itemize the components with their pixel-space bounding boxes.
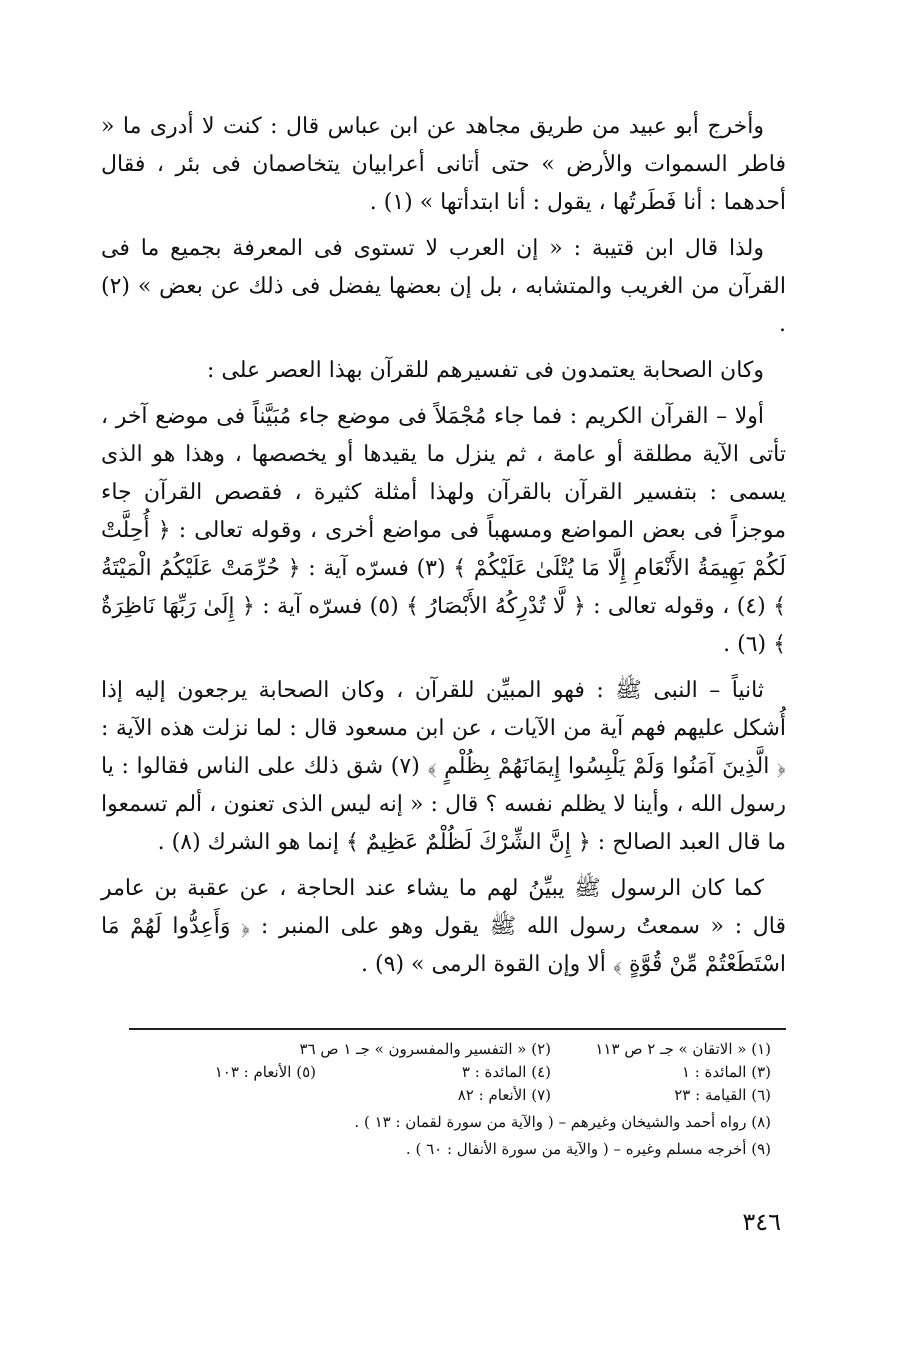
paragraph-text: ثانياً – النبى ﷺ : فهو المبيِّن للقرآن ، وكان الصحابة يرجعون إليه إذا أُشكل عليهم فهم آية من الآيات ، عن ابن مسعود قال : لما نزلت هذه الآية : ﴿ الَّذِينَ آمَنُوا وَلَمْ يَلْبِسُوا إِيمَانَهُمْ بِظُلْمٍ ﴾ (٧) شق ذلك على الناس فقالوا : يا رسول الله ، وأينا لا يظلم نفسه ؟ قال : « إنه ليس الذى تعنون ، ألم تسمعوا ما قال العبد الصالح : ﴿ إِنَّ الشِّرْكَ لَظُلْمٌ عَظِيمٌ ﴾ إنما هو الشرك (٨) . [101, 678, 786, 855]
footnote-7: (٧) الأنعام : ٨٢ [457, 1086, 551, 1104]
footnote-row [111, 1084, 771, 1107]
footnotes [111, 1038, 771, 1161]
footnote-row [111, 1038, 771, 1061]
footnote-divider [129, 1028, 786, 1030]
paragraph-first-quran [101, 398, 786, 664]
footnote-4: (٤) المائدة : ٣ [461, 1063, 551, 1081]
footnote-8: (٨) رواه أحمد والشيخان وغيرهم – ( والآية من سورة لقمان : ١٣ ) . [354, 1113, 771, 1131]
body-text [101, 108, 786, 992]
page-number: ٣٤٦ [742, 1208, 781, 1236]
paragraph-text: وأخرج أبو عبيد من طريق مجاهد عن ابن عباس قال : كنت لا أدرى ما « فاطر السموات والأرض » حتى أتانى أعرابيان يتخاصمان فى بئر ، فقال أحدهما : أنا فَطَرتُها ، يقول : أنا ابتدأتها » (١) . [101, 114, 786, 215]
paragraph-text: كما كان الرسول ﷺ يبيِّنُ لهم ما يشاء عند الحاجة ، عن عقبة بن عامر قال : « سمعتُ رسول الله ﷺ يقول وهو على المنبر : ﴿ وَأَعِدُّوا لَهُمْ مَا اسْتَطَعْتُمْ مِّنْ قُوَّةٍ ﴾ ألا وإن القوة الرمى » (٩) . [101, 876, 786, 977]
paragraph-text: ولذا قال ابن قتيبة : « إن العرب لا تستوى فى المعرفة بجميع ما فى القرآن من الغريب والمتشابه ، بل إن بعضها يفضل فى ذلك عن بعض » (٢) . [101, 236, 786, 337]
paragraph-second-prophet [101, 672, 786, 862]
paragraph-ibn-qutaiba [101, 230, 786, 344]
footnote-5: (٥) الأنعام : ١٠٣ [214, 1063, 316, 1081]
footnote-2: (٢) « التفسير والمفسرون » جـ ١ ص ٣٦ [299, 1040, 551, 1058]
paragraph-abu-ubaid [101, 108, 786, 222]
footnote-9: (٩) أخرجه مسلم وغيره – ( والآية من سورة الأنفال : ٦٠ ) . [405, 1140, 771, 1158]
footnote-row [111, 1061, 771, 1084]
footnote-1: (١) « الاتقان » جـ ٢ ص ١١٣ [595, 1040, 771, 1058]
paragraph-prophet-explains [101, 870, 786, 984]
footnote-6: (٦) القيامة : ٢٣ [674, 1086, 771, 1104]
footnote-3: (٣) المائدة : ١ [681, 1063, 771, 1081]
paragraph-companions-intro [101, 352, 786, 390]
paragraph-text: أولا – القرآن الكريم : فما جاء مُجْمَلاً فى موضع جاء مُبَيَّناً فى موضع آخر ، تأتى الآية مطلقة أو عامة ، ثم ينزل ما يقيدها أو يخصصها ، وهذا هو الذى يسمى : بتفسير القرآن بالقرآن ولهذا أمثلة كثيرة ، فقصص القرآن جاء موجزاً فى بعض المواضع ومسهباً فى مواضع أخرى ، وقوله تعالى : ﴿ أُحِلَّتْ لَكُمْ بَهِيمَةُ الأَنْعَامِ إِلَّا مَا يُتْلَىٰ عَلَيْكُمْ ﴾ (٣) فسرّه آية : ﴿ حُرِّمَتْ عَلَيْكُمُ الْمَيْتَةُ ﴾ (٤) ، وقوله تعالى : ﴿ لَّا تُدْرِكُهُ الأَبْصَارُ ﴾ (٥) فسرّه آية : ﴿ إِلَىٰ رَبِّهَا نَاظِرَةٌ ﴾ (٦) . [101, 404, 787, 657]
paragraph-text: وكان الصحابة يعتمدون فى تفسيرهم للقرآن بهذا العصر على : [206, 358, 764, 383]
